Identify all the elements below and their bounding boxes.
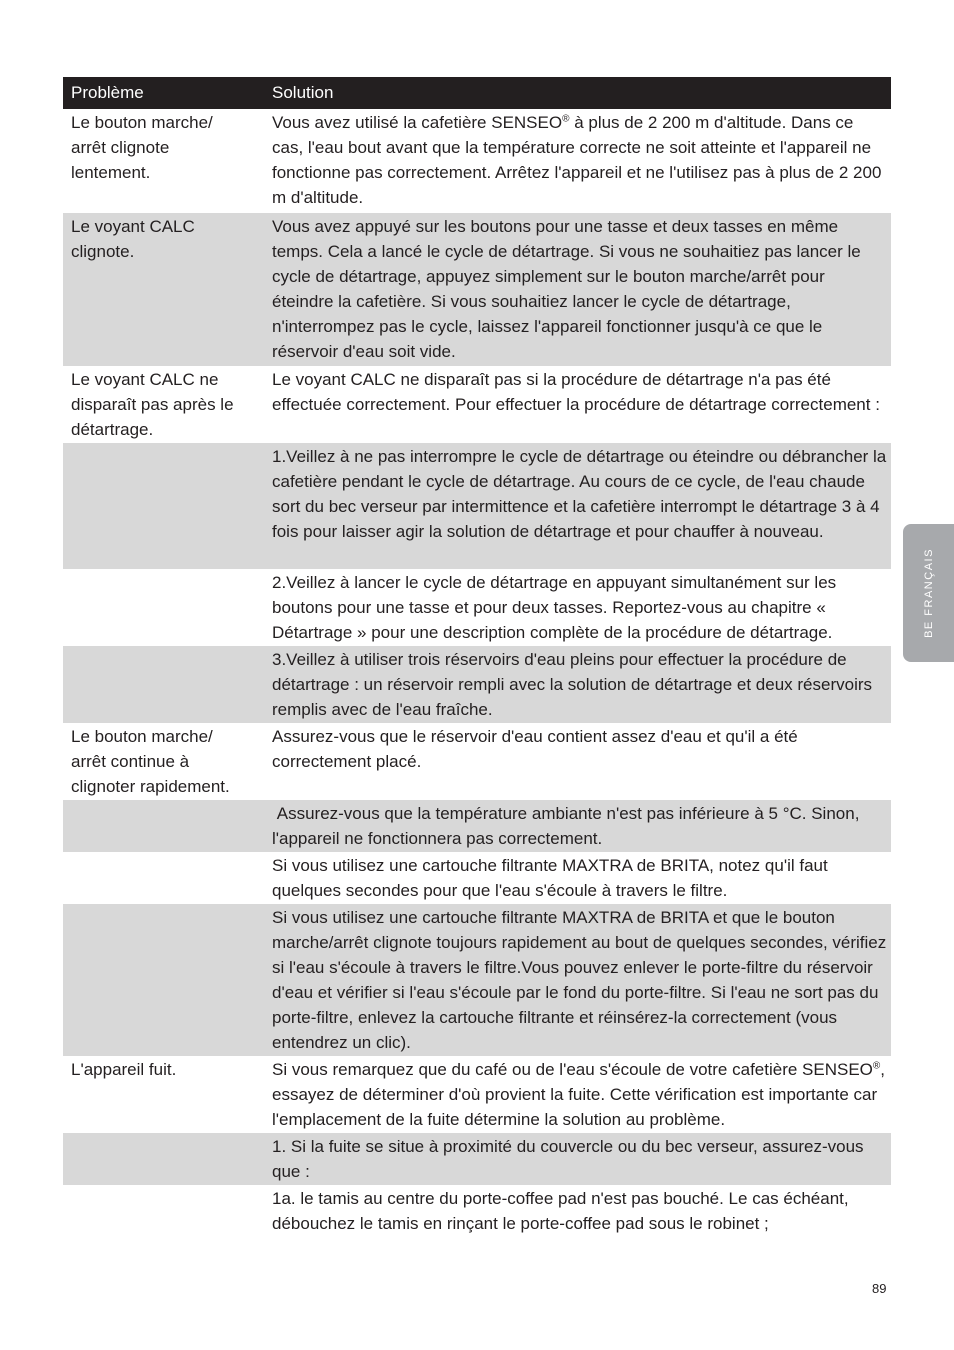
problem-cell <box>63 800 263 852</box>
solution-cell: Vous avez appuyé sur les boutons pour une tasse et deux tasses en même temps. Cela a lancé le cycle de détartrage. Si vous ne souhaitiez pas lancer le cycle de détartrage, appuyez simplement sur le bouton marche/arrêt pour éteindre la cafetière. Si vous souhaitiez lancer le cycle de détartrage, n'interrompez pas le cycle, laissez l'appareil fonctionner jusqu'à ce que le réservoir d'eau soit vide. <box>272 217 861 361</box>
problem-cell: Le voyant CALC ne disparaît pas après le détartrage. <box>71 370 234 439</box>
problem-cell <box>63 904 263 1056</box>
header-solution: Solution <box>272 83 334 102</box>
solution-cell: 2.Veillez à lancer le cycle de détartrage en appuyant simultanément sur les boutons pour une tasse et pour deux tasses. Reportez-vous au chapitre « Détartrage » pour une description complète de la procédure de détartrage. <box>272 573 837 642</box>
solution-cell: 1a. le tamis au centre du porte-coffee pad n'est pas bouché. Le cas échéant, débouchez le tamis en rinçant le porte-coffee pad sous le robinet ; <box>272 1189 849 1233</box>
table-row <box>63 1185 891 1237</box>
solution-cell: 3.Veillez à utiliser trois réservoirs d'eau pleins pour effectuer la procédure de détartrage : un réservoir rempli avec la solution de détartrage et deux réservoirs remplis avec de l'eau fraîche. <box>272 650 873 719</box>
page-number: 89 <box>872 1281 887 1296</box>
solution-cell: Assurez-vous que le réservoir d'eau contient assez d'eau et qu'il a été correctement placé. <box>272 727 798 771</box>
table-row <box>63 904 891 1056</box>
solution-cell: Si vous utilisez une cartouche filtrante MAXTRA de BRITA, notez qu'il faut quelques secondes pour que l'eau s'écoule à travers le filtre. <box>272 856 828 900</box>
table-header <box>63 77 891 109</box>
problem-cell <box>63 569 263 646</box>
problem-cell <box>63 852 263 904</box>
troubleshooting-table <box>63 77 891 1237</box>
solution-cell: Si vous remarquez que du café ou de l'eau s'écoule de votre cafetière SENSEO®, essayez de déterminer d'où provient la fuite. Cette vérification est importante car l'emplacement de la fuite détermine la solution au problème. <box>272 1060 886 1129</box>
table-row <box>63 646 891 723</box>
problem-cell <box>63 1185 263 1237</box>
solution-cell: 1.Veillez à ne pas interrompre le cycle de détartrage ou éteindre ou débrancher la cafetière pendant le cycle de détartrage. Au cours de ce cycle, de l'eau chaude sort du bec verseur par intermittence et la cafetière interrompt le détartrage 3 à 4 fois pour laisser agir la solution de détartrage et pour chauffer à nouveau. <box>272 447 887 541</box>
problem-cell: L'appareil fuit. <box>71 1060 177 1079</box>
header-problem: Problème <box>71 83 144 102</box>
problem-cell <box>63 443 263 569</box>
problem-cell: Le voyant CALC clignote. <box>71 217 195 261</box>
problem-cell: Le bouton marche/ arrêt continue à clignoter rapidement. <box>71 727 230 796</box>
table-row <box>63 569 891 646</box>
table-row <box>63 1133 891 1185</box>
language-side-tab <box>903 524 954 662</box>
table-row <box>63 443 891 569</box>
solution-cell: Si vous utilisez une cartouche filtrante MAXTRA de BRITA et que le bouton marche/arrêt clignote toujours rapidement au bout de quelques secondes, vérifiez si l'eau s'écoule à travers le filtre.Vous pouvez enlever le porte-filtre du réservoir d'eau et vérifier si l'eau s'écoule par le fond du porte-filtre. Si l'eau ne sort pas du porte-filtre, enlevez la cartouche filtrante et réinsérez-la correctement (vous entendrez un clic). <box>272 908 887 1052</box>
problem-cell <box>63 646 263 723</box>
table-row <box>63 213 891 366</box>
solution-cell: Vous avez utilisé la cafetière SENSEO® à plus de 2 200 m d'altitude. Dans ce cas, l'eau bout avant que la température correcte ne soit atteinte et l'appareil ne fonctionne pas correctement. Arrêtez l'appareil et ne l'utilisez pas à plus de 2 200 m d'altitude. <box>272 113 882 207</box>
table-row <box>63 852 891 904</box>
table-row <box>63 109 891 213</box>
table-row <box>63 1056 891 1133</box>
table-row <box>63 366 891 443</box>
solution-cell: Le voyant CALC ne disparaît pas si la procédure de détartrage n'a pas été effectuée correctement. Pour effectuer la procédure de détartrage correctement : <box>272 370 880 414</box>
language-tab-label: BE FRANÇAIS <box>922 548 935 638</box>
problem-cell: Le bouton marche/ arrêt clignote lentement. <box>71 113 213 182</box>
solution-cell: 1. Si la fuite se situe à proximité du couvercle ou du bec verseur, assurez-vous que : <box>272 1137 864 1181</box>
solution-cell: Assurez-vous que la température ambiante n'est pas inférieure à 5 °C. Sinon, l'appareil ne fonctionnera pas correctement. <box>272 804 865 848</box>
table-row <box>63 800 891 852</box>
problem-cell <box>63 1133 263 1185</box>
table-row <box>63 723 891 800</box>
